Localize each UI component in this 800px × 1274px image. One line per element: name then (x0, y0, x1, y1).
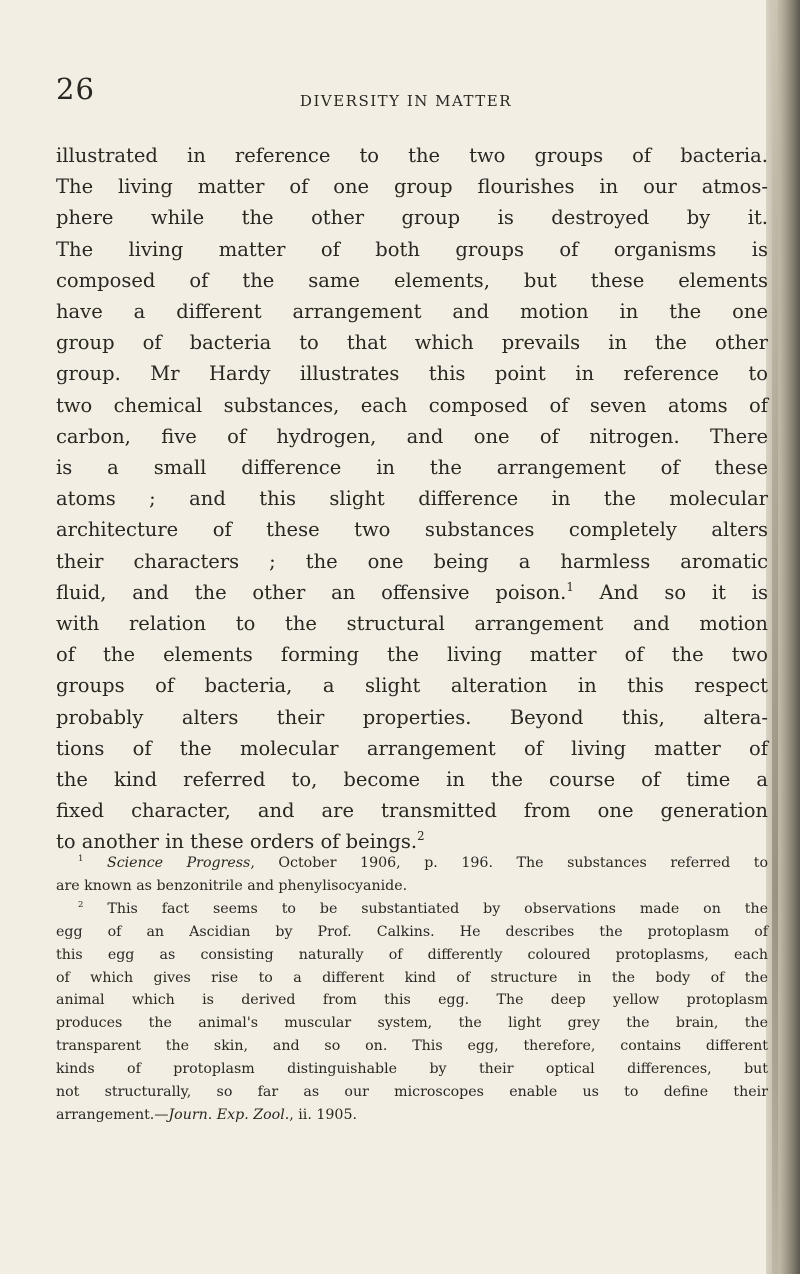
body-line: illustrated in reference to the two groups of bacteria. (56, 144, 768, 167)
footnote-line: of which gives rise to a different kind of structure in the body of the (56, 969, 768, 986)
body-line: group. Mr Hardy illustrates this point in reference to (56, 362, 768, 386)
body-line: composed of the same elements, but these elements (56, 268, 768, 292)
main-text (56, 140, 768, 858)
page-number: 26 (56, 72, 95, 106)
footnote-text: , ii. 1905. (289, 1106, 357, 1123)
body-line: is a small difference in the arrangement of these (56, 456, 768, 480)
page-edge-shadow (772, 0, 778, 1274)
footnote-2 (56, 898, 768, 921)
body-line: tions of the molecular arrangement of living matter of (56, 736, 768, 760)
body-line-with-footnote (56, 577, 768, 608)
page-header (56, 72, 756, 112)
footnote-line-citation (56, 1104, 768, 1127)
footnote-source: Science Progress (106, 855, 251, 871)
footnote-line: produces the animal's muscular system, the light grey the brain, the (56, 1015, 768, 1032)
body-line: two chemical substances, each composed of seven atoms of (56, 393, 768, 417)
footnote-ref-1: 1 (566, 579, 574, 594)
footnote-line: kinds of protoplasm distinguishable by their optical differences, but (56, 1061, 768, 1078)
footnotes (56, 852, 768, 1127)
footnote-line: egg of an Ascidian by Prof. Calkins. He describes the protoplasm of (56, 923, 768, 940)
footnote-line: not structurally, so far as our microscopes enable us to define their (56, 1084, 768, 1101)
footnote-1 (56, 852, 768, 875)
footnote-ref-2: 2 (417, 829, 425, 844)
footnote-source: Journ. Exp. Zool. (168, 1106, 290, 1123)
footnote-line: animal which is derived from this egg. The deep yellow protoplasm (56, 992, 768, 1009)
body-line: with relation to the structural arrangement and motion (56, 612, 768, 636)
body-line: probably alters their properties. Beyond this, altera- (56, 705, 768, 729)
footnote-mark: 2 (78, 899, 84, 910)
running-title: DIVERSITY IN MATTER (299, 92, 513, 110)
body-line: the kind referred to, become in the course of time a (56, 768, 768, 792)
body-line: of the elements forming the living matter of the two (56, 643, 768, 667)
body-line: groups of bacteria, a slight alteration in this respect (56, 674, 768, 698)
footnote-text: arrangement.— (56, 1106, 169, 1123)
body-line: The living matter of both groups of organisms is (56, 237, 768, 261)
footnote-mark: 1 (78, 854, 84, 865)
footnote-line: transparent the skin, and so on. This egg, therefore, contains different (56, 1038, 768, 1055)
body-line-text: And so it is (573, 580, 768, 604)
footnote-text: This fact seems to be substantiated by observations made on the (107, 900, 769, 917)
body-line: have a different arrangement and motion in the one (56, 300, 768, 324)
body-line: carbon, five of hydrogen, and one of nitrogen. There (56, 424, 768, 448)
footnote-text: , October 1906, p. 196. The substances referred to (250, 855, 769, 871)
body-line: their characters ; the one being a harmless aromatic (56, 549, 768, 573)
body-line-text: fluid, and the other an offensive poison. (56, 580, 567, 604)
body-line: atoms ; and this slight difference in the molecular (56, 487, 768, 511)
body-line: The living matter of one group flourishes in our atmos- (56, 175, 768, 199)
footnote-line: this egg as consisting naturally of differently coloured protoplasms, each (56, 946, 768, 963)
body-line: group of bacteria to that which prevails in the other (56, 331, 768, 355)
body-line: architecture of these two substances completely alters (56, 518, 768, 542)
footnote-line: are known as benzonitrile and phenylisocyanide. (56, 877, 408, 894)
body-paragraph (56, 140, 768, 858)
body-line: phere while the other group is destroyed by it. (56, 206, 768, 230)
body-line: fixed character, and are transmitted from one generation (56, 799, 768, 823)
body-line-text: to another in these orders of beings. (56, 830, 418, 854)
